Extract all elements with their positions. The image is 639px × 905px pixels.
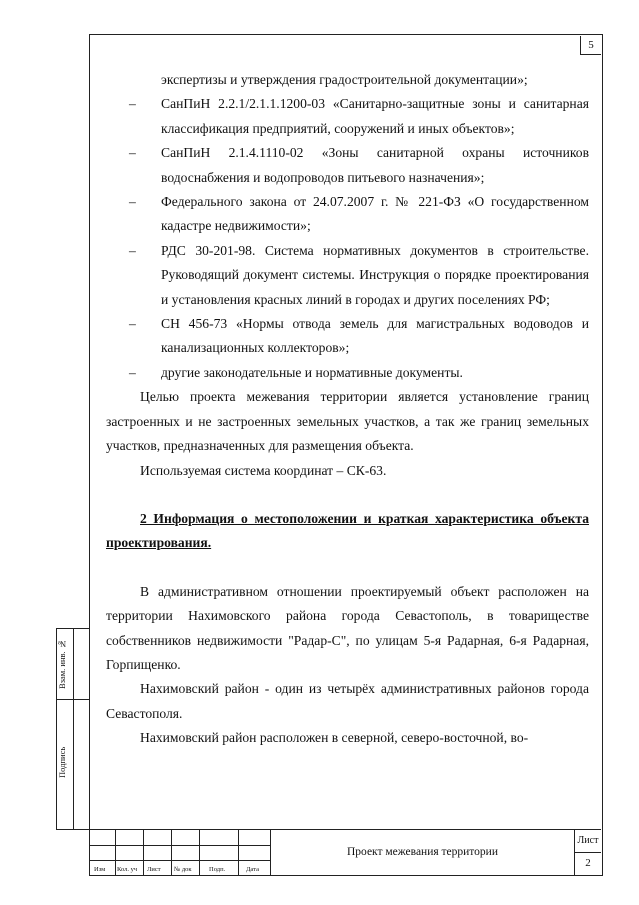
section-heading: 2 Информация о местоположении и краткая характеристика объекта проектирования.: [106, 510, 589, 551]
list-item: – РДС 30-201-98. Система нормативных документов в строительстве. Руководящий документ системы. Инструкция о порядке проектирования и установления красных линий в городах и других поселениях РФ;: [129, 242, 589, 307]
side-label-inv: Взам. инв. №: [57, 639, 67, 689]
list-item: – другие законодательные и нормативные документы.: [129, 364, 463, 380]
side-stamp: [56, 628, 90, 830]
list-item: – СанПиН 2.1.4.1110-02 «Зоны санитарной охраны источников водоснабжения и водопроводов питьевого назначения»;: [129, 145, 589, 185]
paragraph: Целью проекта межевания территории является установление границ застроенных и не застроенных земельных участков, а так же границ земельных участков, предназначенных для размещения объекта.: [106, 389, 589, 454]
side-label-sign: Подпись: [57, 746, 67, 778]
stamp-col-label: Дата: [246, 866, 259, 873]
title-block: [89, 829, 601, 875]
paragraph: Нахимовский район расположен в северной, северо-восточной, во-: [140, 730, 529, 746]
paragraph: Нахимовский район - один из четырёх административных районов города Севастополя.: [106, 681, 589, 721]
list-item: – Федерального закона от 24.07.2007 г. № 221-ФЗ «О государственном кадастре недвижимости»;: [129, 194, 589, 234]
list-item: – СанПиН 2.2.1/2.1.1.1200-03 «Санитарно-защитные зоны и санитарная классификация предприятий, сооружений и иных объектов»;: [129, 96, 589, 136]
list-item: – СН 456-73 «Нормы отвода земель для магистральных водоводов и канализационных коллекторов»;: [129, 316, 589, 356]
paragraph: экспертизы и утверждения градостроительной документации»;: [161, 72, 528, 87]
paragraph: Используемая система координат – СК-63.: [140, 462, 387, 478]
stamp-col-label: Лист: [147, 866, 161, 873]
document-title: Проект межевания территории: [271, 830, 575, 875]
stamp-col-label: Изм: [94, 866, 106, 873]
sheet-number: 2: [585, 857, 591, 869]
document-body: [106, 68, 589, 751]
sheet-label: Лист: [575, 830, 601, 853]
stamp-col-label: Кол. уч: [117, 866, 138, 873]
page-number: 5: [580, 36, 601, 55]
stamp-col-label: Подп.: [209, 866, 226, 873]
paragraph: В административном отношении проектируемый объект расположен на территории Нахимовского района города Севастополь, в товариществе собственников недвижимости "Радар-С", по улицам 5-я Радарная, 6-я Радарная, Горпищенко.: [106, 583, 589, 672]
stamp-col-label: № док: [174, 866, 192, 873]
